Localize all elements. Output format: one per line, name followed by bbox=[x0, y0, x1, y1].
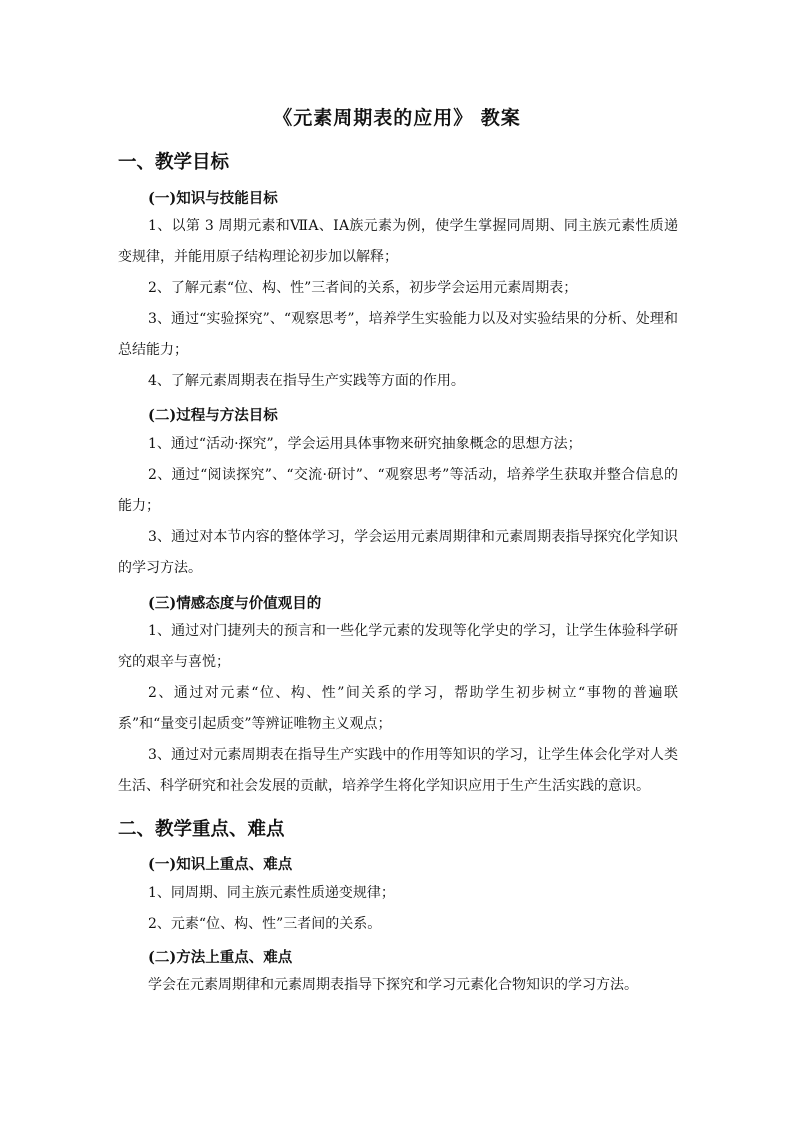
paragraph: 1、以第 3 周期元素和ⅦA、ⅠA族元素为例，使学生掌握同周期、同主族元素性质递变规律，并能用原子结构理论初步加以解释； bbox=[118, 218, 678, 265]
paragraph: 学会在元素周期律和元素周期表指导下探究和学习元素化合物知识的学习方法。 bbox=[148, 977, 638, 993]
paragraph: 2、元素“位、构、性”三者间的关系。 bbox=[148, 916, 382, 932]
paragraph: 1、通过“活动·探究”，学会运用具体事物来研究抽象概念的思想方法； bbox=[148, 436, 582, 452]
subheading-method-key-points: (二)方法上重点、难点 bbox=[148, 949, 293, 966]
subheading-knowledge-skills: (一)知识与技能目标 bbox=[148, 190, 278, 207]
paragraph: 1、同周期、同主族元素性质递变规律； bbox=[148, 885, 395, 901]
paragraph: 3、通过对本节内容的整体学习，学会运用元素周期律和元素周期表指导探究化学知识的学习方法。 bbox=[118, 529, 678, 576]
section-heading-key-points: 二、教学重点、难点 bbox=[118, 819, 285, 840]
paragraph: 2、了解元素“位、构、性”三者间的关系，初步学会运用元素周期表； bbox=[148, 280, 578, 296]
subheading-emotions-values: (三)情感态度与价值观目的 bbox=[148, 595, 322, 612]
paragraph: 3、通过“实验探究”、“观察思考”，培养学生实验能力以及对实验结果的分析、处理和总结能力； bbox=[118, 311, 678, 358]
paragraph: 1、通过对门捷列夫的预言和一些化学元素的发现等化学史的学习，让学生体验科学研究的艰辛与喜悦； bbox=[118, 623, 678, 670]
section-heading-teaching-objectives: 一、教学目标 bbox=[118, 152, 230, 173]
paragraph: 3、通过对元素周期表在指导生产实践中的作用等知识的学习，让学生体会化学对人类生活、科学研究和社会发展的贡献，培养学生将化学知识应用于生产生活实践的意识。 bbox=[118, 747, 678, 794]
paragraph: 2、通过对元素“位、构、性”间关系的学习，帮助学生初步树立“事物的普遍联系”和“量变引起质变”等辨证唯物主义观点； bbox=[118, 685, 678, 732]
paragraph: 4、了解元素周期表在指导生产实践等方面的作用。 bbox=[148, 373, 465, 389]
paragraph: 2、通过“阅读探究”、“交流·研讨”、“观察思考”等活动，培养学生获取并整合信息的能力； bbox=[118, 467, 678, 514]
subheading-knowledge-key-points: (一)知识上重点、难点 bbox=[148, 856, 293, 873]
subheading-process-methods: (二)过程与方法目标 bbox=[148, 407, 278, 424]
document-title: 《元素周期表的应用》 教案 bbox=[273, 107, 521, 129]
